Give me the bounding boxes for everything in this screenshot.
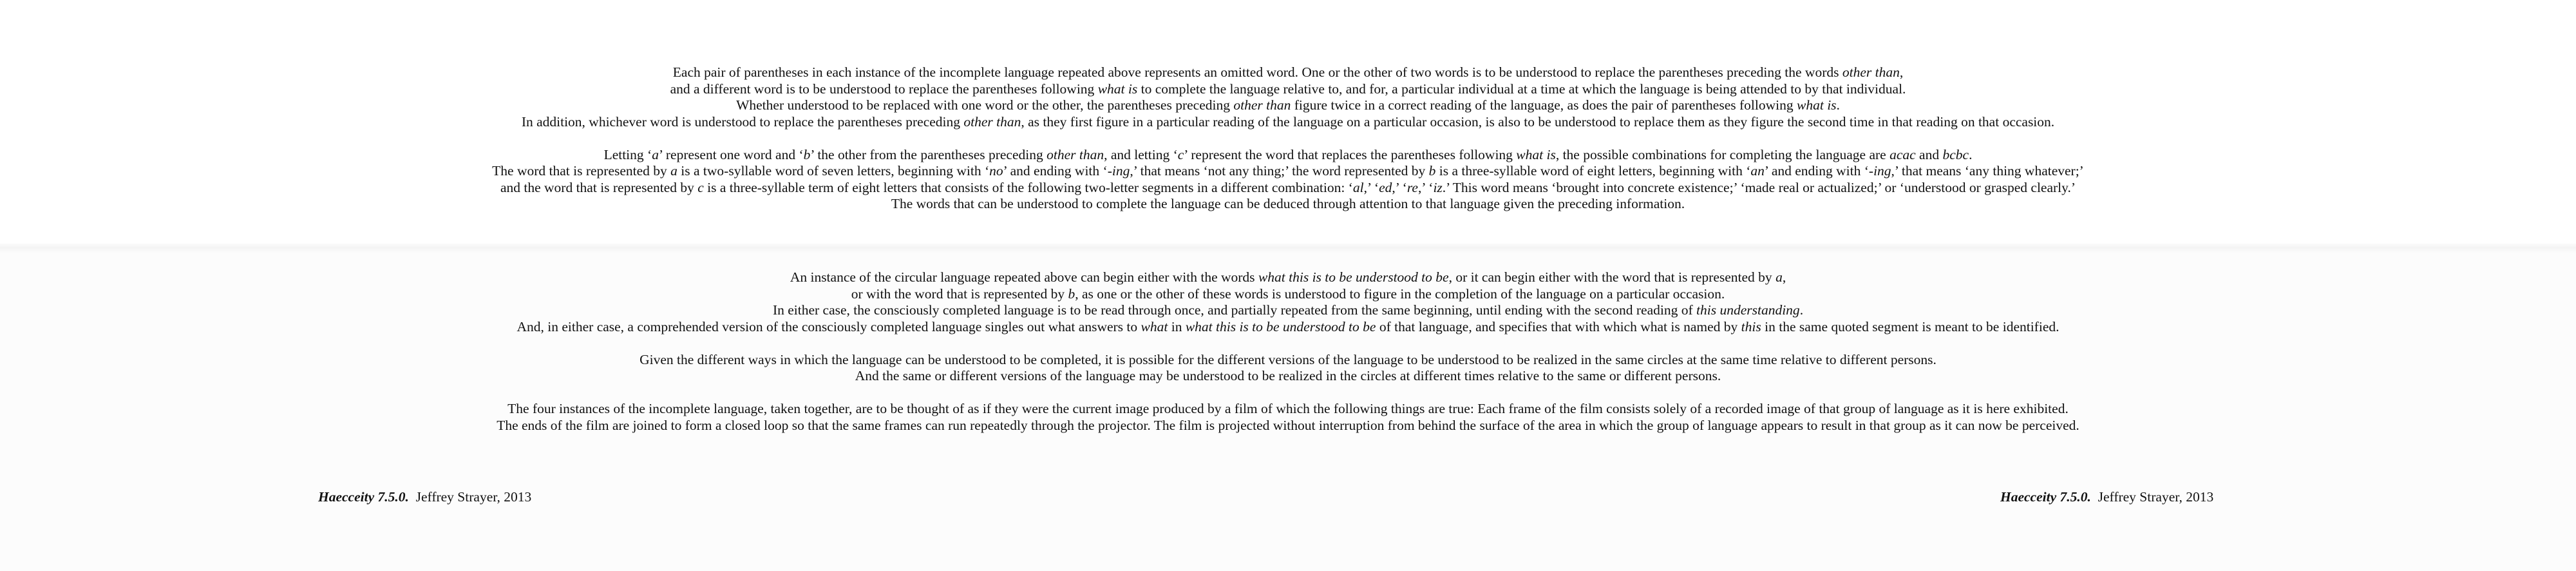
- text-run: .’ This word means ‘brought into concrete existence;’ ‘made real or actualized;’ or ‘understood or grasped clearly.’: [1442, 179, 2076, 195]
- text-run: The words that can be understood to complete the language can be deduced through attention to that language given the preceding information.: [891, 196, 1685, 211]
- italic-term: bcbc: [1942, 146, 1969, 162]
- italic-term: acac: [1889, 146, 1916, 162]
- text-line: [0, 368, 2576, 385]
- text-run: , and letting ‘: [1104, 146, 1178, 162]
- text-run: ,’ ‘: [1417, 179, 1434, 195]
- footer-left-attribution: [318, 489, 531, 505]
- italic-term: a: [652, 146, 659, 162]
- section-two-text: [0, 269, 2576, 434]
- text-run: , or it can begin either with the word that is represented by: [1448, 269, 1776, 285]
- section-two-paragraph-3: [0, 401, 2576, 434]
- text-run: and: [1915, 146, 1943, 162]
- text-run: ,: [1782, 269, 1786, 285]
- italic-term: b: [1428, 163, 1436, 179]
- text-run: ’ represent the word that replaces the parentheses following: [1184, 146, 1517, 162]
- text-run: An instance of the circular language repeated above can begin either with the words: [790, 269, 1258, 285]
- text-line: [0, 180, 2576, 197]
- text-run: ’ the other from the parentheses preceding: [810, 146, 1047, 162]
- italic-term: other than: [1046, 146, 1104, 162]
- text-run: ,: [1899, 64, 1904, 80]
- text-run: is a three-syllable word of eight letters, beginning with ‘: [1435, 163, 1751, 179]
- section-one-paragraph-1: [0, 64, 2576, 130]
- text-line: [0, 401, 2576, 418]
- text-run: ’ and ending with ‘: [1003, 163, 1108, 179]
- text-run: And, in either case, a comprehended version of the consciously completed language singles out what answers to: [516, 318, 1141, 334]
- text-run: , as they first figure in a particular reading of the language on a particular occasion, is also to be understood to replace them as they figure the second time in that reading on that occasion.: [1021, 113, 2055, 130]
- text-run: , as one or the other of these words is understood to figure in the completion of the language on a particular occasion.: [1075, 286, 1725, 302]
- italic-term: b: [803, 146, 811, 162]
- italic-term: what this is to be understood to be: [1185, 318, 1376, 334]
- italic-term: -ing: [1868, 163, 1891, 179]
- text-run: ,’ ‘: [1392, 179, 1407, 195]
- italic-term: what is: [1797, 97, 1837, 113]
- text-line: [0, 319, 2576, 336]
- text-run: ’ represent one word and ‘: [658, 146, 804, 162]
- italic-term: what is: [1516, 146, 1556, 162]
- text-line: [0, 352, 2576, 369]
- text-run: is a three-syllable term of eight letters that consists of the following two-letter segments in a different combination: ‘: [703, 179, 1353, 195]
- text-run: , the possible combinations for completing the language are: [1555, 146, 1890, 162]
- text-run: Given the different ways in which the language can be understood to be completed, it is possible for the different versions of the language to be understood to be realized in the same circles at the same time relative to different persons.: [639, 351, 1937, 367]
- text-run: In addition, whichever word is understood to replace the parentheses preceding: [521, 113, 964, 130]
- text-line: [0, 147, 2576, 164]
- italic-term: what: [1141, 318, 1168, 334]
- text-line: [0, 114, 2576, 131]
- text-run: ’ and ending with ‘: [1764, 163, 1869, 179]
- text-run: The ends of the film are joined to form a closed loop so that the same frames can run repeatedly through the projector. The film is projected without interruption from behind the surface of the area in which the group of language appears to result in that group as it can now be perceived.: [497, 417, 2079, 433]
- text-run: ,’ that means ‘any thing whatever;’: [1891, 163, 2084, 179]
- text-line: [0, 97, 2576, 114]
- italic-term: other than: [1233, 97, 1291, 113]
- italic-term: other than: [1842, 64, 1900, 80]
- italic-term: iz: [1433, 179, 1443, 195]
- text-line: [0, 196, 2576, 213]
- italic-term: re: [1406, 179, 1418, 195]
- section-one-paragraph-2: [0, 147, 2576, 213]
- text-line: [0, 64, 2576, 81]
- section-one-text: [0, 64, 2576, 213]
- text-run: figure twice in a correct reading of the language, as does the pair of parentheses following: [1291, 97, 1797, 113]
- italic-term: -ing: [1107, 163, 1130, 179]
- text-run: The four instances of the incomplete language, taken together, are to be thought of as if they were the current image produced by a film of which the following things are true: Each frame of the film consists solely of a recorded image of that group of language as it is here exhibited.: [507, 401, 2069, 416]
- italic-term: this: [1741, 318, 1761, 334]
- italic-term: this understanding: [1696, 302, 1800, 318]
- italic-term: b: [1068, 286, 1075, 302]
- text-run: is a two-syllable word of seven letters, beginning with ‘: [677, 163, 990, 179]
- italic-term: what is: [1097, 81, 1138, 97]
- text-run: Each pair of parentheses in each instance of the incomplete language repeated above represents an omitted word. One or the other of two words is to be understood to replace the parentheses preceding the words: [672, 64, 1842, 80]
- text-run: .: [1969, 146, 1973, 162]
- text-run: of that language, and specifies that with which what is named by: [1376, 318, 1741, 334]
- italic-term: c: [697, 179, 704, 195]
- footer-left-credit: Jeffrey Strayer, 2013: [415, 489, 532, 505]
- text-run: .: [1799, 302, 1804, 318]
- text-run: ,’ ‘: [1363, 179, 1379, 195]
- footer-right-credit: Jeffrey Strayer, 2013: [2098, 489, 2214, 505]
- text-run: The word that is represented by: [492, 163, 671, 179]
- text-line: [0, 81, 2576, 98]
- text-run: .: [1836, 97, 1840, 113]
- italic-term: no: [989, 163, 1003, 179]
- text-run: Letting ‘: [603, 146, 652, 162]
- text-run: In either case, the consciously completed language is to be read through once, and partially repeated from the same beginning, until ending with the second reading of: [772, 302, 1697, 318]
- footer-right-title: Haecceity 7.5.0.: [2000, 489, 2091, 505]
- text-line: [0, 163, 2576, 180]
- text-line: [0, 418, 2576, 434]
- section-two-paragraph-2: [0, 352, 2576, 385]
- text-line: [0, 269, 2576, 286]
- italic-term: c: [1177, 146, 1184, 162]
- italic-term: al: [1352, 179, 1364, 195]
- panel-divider: [0, 244, 2576, 253]
- text-run: in: [1168, 318, 1186, 334]
- text-run: or with the word that is represented by: [851, 286, 1068, 302]
- italic-term: other than: [963, 113, 1021, 130]
- footer-right-attribution: [2000, 489, 2213, 505]
- text-run: to complete the language relative to, and for, a particular individual at a time at which the language is being attended to by that individual.: [1137, 81, 1906, 97]
- italic-term: a: [670, 163, 677, 179]
- text-run: Whether understood to be replaced with one word or the other, the parentheses preceding: [736, 97, 1234, 113]
- section-two-paragraph-1: [0, 269, 2576, 335]
- text-run: and a different word is to be understood to replace the parentheses following: [670, 81, 1098, 97]
- text-run: in the same quoted segment is meant to be identified.: [1761, 318, 2060, 334]
- italic-term: what this is to be understood to be: [1258, 269, 1449, 285]
- text-run: And the same or different versions of the language may be understood to be realized in the circles at different times relative to the same or different persons.: [855, 368, 1721, 383]
- text-line: [0, 302, 2576, 319]
- italic-term: ed: [1379, 179, 1392, 195]
- text-line: [0, 286, 2576, 303]
- text-run: ,’ that means ‘not any thing;’ the word represented by: [1130, 163, 1429, 179]
- italic-term: a: [1776, 269, 1783, 285]
- footer-left-title: Haecceity 7.5.0.: [318, 489, 409, 505]
- italic-term: an: [1750, 163, 1765, 179]
- text-run: and the word that is represented by: [500, 179, 698, 195]
